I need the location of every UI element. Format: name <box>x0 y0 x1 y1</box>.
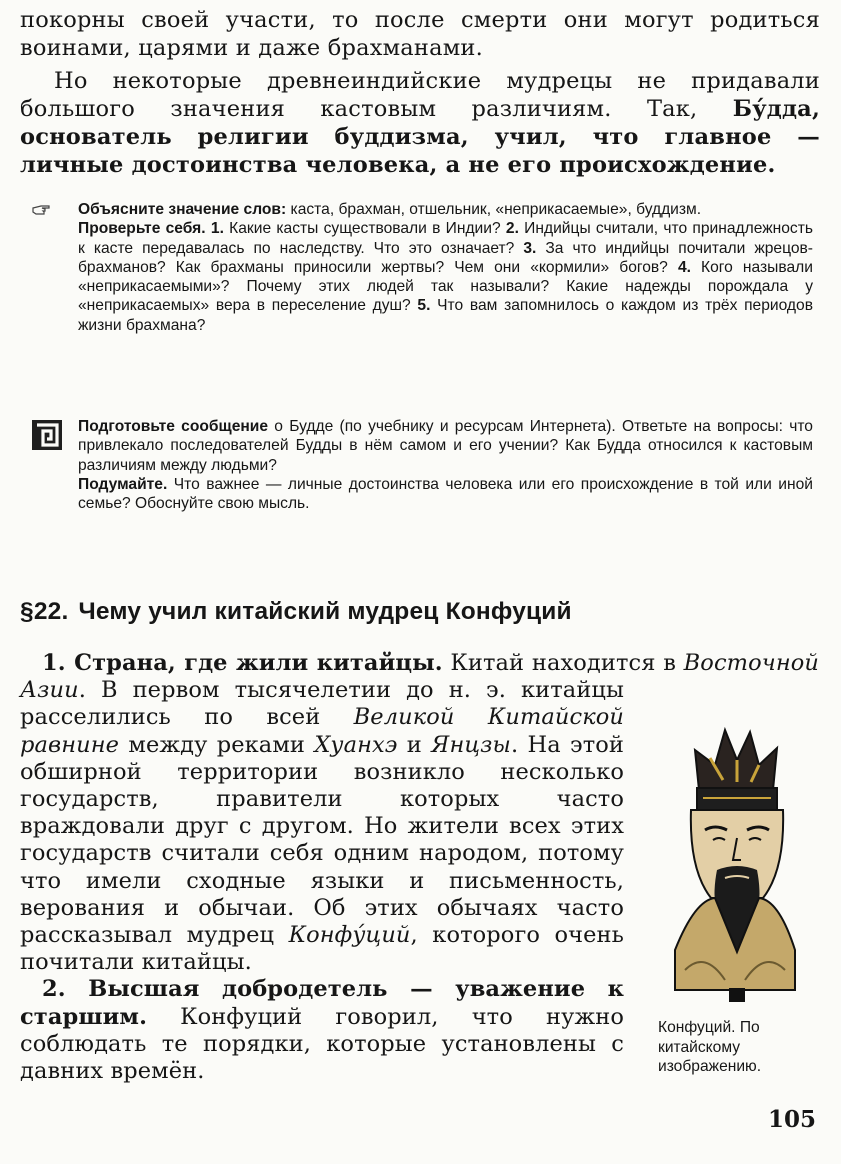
question-2: Индийцы считали, что принадлежность к касте передавалась по наследству. Что это означает? <box>78 220 813 257</box>
page-number: 105 <box>768 1106 817 1133</box>
internet-resource-icon <box>30 418 64 452</box>
question-3: За что индийцы почитали жрецов-брахманов? Как брахманы приносили жертвы? Чем они «кормили» богов? <box>78 239 813 276</box>
term-great-plain: Великой Китайской равнине <box>20 704 624 758</box>
question-4: Кого называли «неприкасаемыми»? Почему этих людей так называли? Какие надежды порождала у «неприкасаемых» вера в переселение душ? <box>78 258 813 315</box>
paragraph-1-text-a: Китай находится в <box>442 650 684 676</box>
term-huanghe: Хуанхэ <box>314 731 398 758</box>
paragraph-2-heading: 2. Высшая добродетель — уважение к старшим. <box>20 976 624 1030</box>
intro-paragraph-1: покорны своей участи, то после смерти они могут родиться воинами, царями и даже брахманами. <box>20 7 820 61</box>
task-vocabulary-heading: Объясните значение слов: <box>78 201 287 218</box>
paragraph-1-text-e: между реками <box>119 731 315 758</box>
question-1: Какие касты существовали в Индии? <box>223 220 506 238</box>
term-east-asia: Восточной Азии <box>20 650 819 704</box>
intro-paragraph-2 <box>20 67 820 179</box>
term-confucius: Конфу́ций <box>288 922 411 949</box>
think-text: Что важнее — личные достоинства человека или его происхождение в той или иной семье? Обоснуйте свою мысль. <box>78 475 813 513</box>
check-yourself-heading: Проверьте себя. <box>78 220 206 238</box>
task-prepare-heading: Подготовьте сообщение <box>78 418 269 435</box>
task-prepare-text: о Будде (по учебнику и ресурсам Интернета). Ответьте на вопросы: что привлекало последователей Будды в нём самом и его учении? Как Будда относился к кастовым различиям между людьми? <box>78 418 813 474</box>
question-5: Что вам запомнилось о каждом из трёх периодов жизни брахмана? <box>78 297 813 334</box>
section-number: §22. <box>20 598 69 625</box>
paragraph-1-text-i: . На этой обширной территории возникло несколько государств, правители которых часто враждовали друг с другом. Но жители всех этих государств считали себя одним народом, потому что имели сходные языки и письменность, верования и обычаи. Об этих обычаях часто рассказывал мудрец <box>20 731 625 949</box>
paragraph-1-text-c: . В первом тысячелетии до н. э. китайцы расселились по всей <box>20 677 624 731</box>
task-vocabulary-words: каста, брахман, отшельник, «неприкасаемые», буддизм. <box>286 201 702 218</box>
section-heading <box>20 598 572 626</box>
paragraph-1-heading: 1. Страна, где жили китайцы. <box>42 650 443 676</box>
question-4-number: 4. <box>677 258 691 276</box>
question-2-number: 2. <box>505 220 519 238</box>
question-1-number: 1. <box>210 220 224 238</box>
pointing-hand-icon <box>32 202 52 218</box>
task-vocabulary <box>78 200 813 335</box>
intro-paragraph-2-start: Но некоторые древнеиндийские мудрецы не придавали большого значения кастовым различиям. Так, <box>20 68 820 122</box>
task-prepare-report <box>78 417 813 513</box>
question-5-number: 5. <box>417 297 431 315</box>
question-3-number: 3. <box>523 239 537 257</box>
term-yangtze: Янцзы <box>431 731 511 758</box>
paragraph-1-text-g: и <box>397 731 432 758</box>
think-heading: Подумайте. <box>78 475 168 493</box>
confucius-portrait <box>655 720 815 1010</box>
intro-text <box>20 6 820 179</box>
portrait-wrap-spacer <box>819 650 820 704</box>
paragraph-1-text-k: , которого очень почитали китайцы. <box>20 922 624 976</box>
section-title: Чему учил китайский мудрец Конфуций <box>78 598 572 625</box>
paragraph-2-text: Конфуций говорил, что нужно соблюдать те порядки, которые установлены с давних времён. <box>20 1003 624 1085</box>
portrait-caption: Конфуций. По китайскому изображению. <box>658 1019 762 1075</box>
intro-paragraph-2-bold: Бу́дда, основатель религии буддизма, учил, что главное — личные достоинства человека, а не его происхождение. <box>20 96 820 178</box>
